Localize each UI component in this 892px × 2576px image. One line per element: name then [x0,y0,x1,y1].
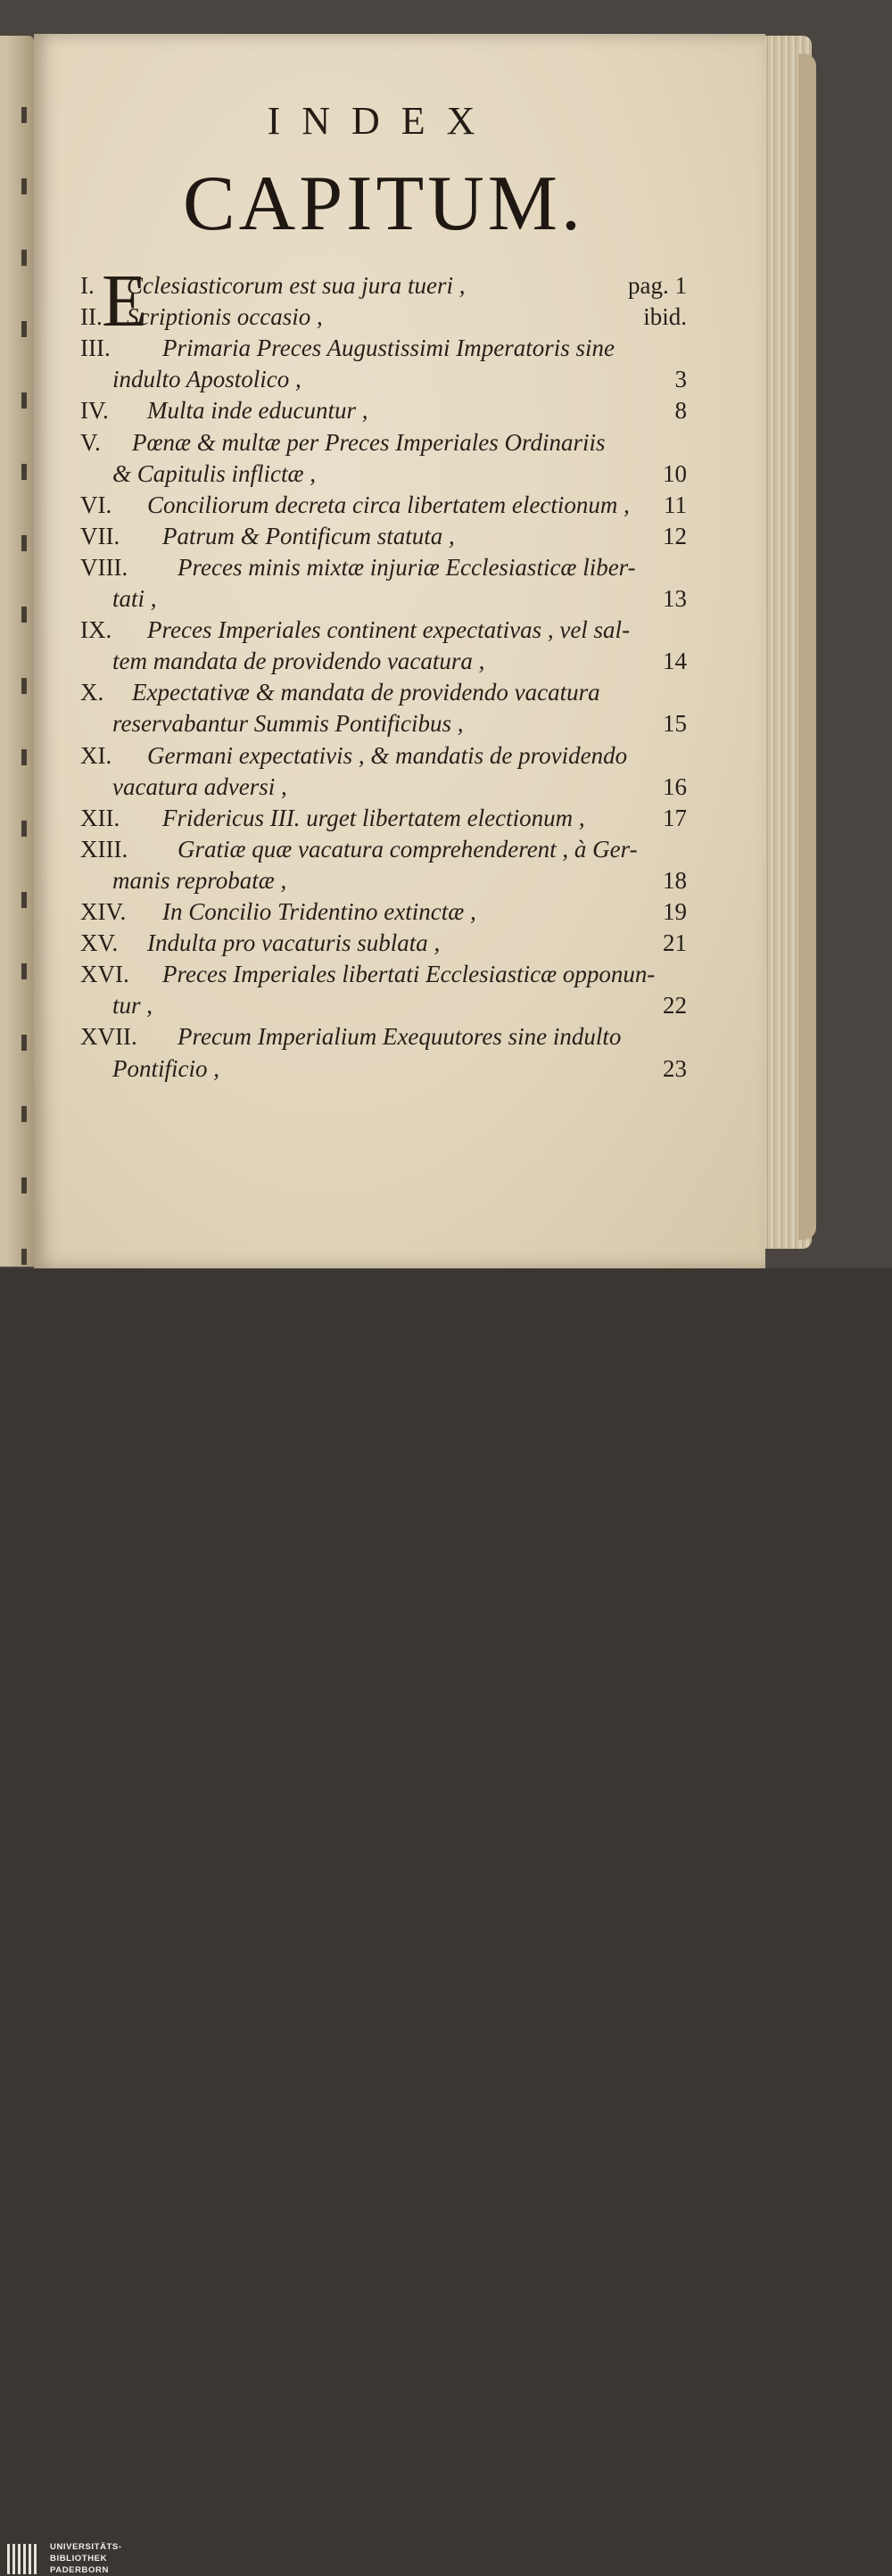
page-number: ibid. [643,303,687,331]
chapter-title: Pœnæ & multæ per Preces Imperiales Ordinariis [132,428,606,456]
chapter-number: XII. [80,804,120,831]
chapter-title: In Concilio Tridentino extinctæ , [162,898,476,925]
footer-line-2: BIBLIOTHEK [50,2554,108,2564]
index-entry [80,894,687,929]
page-number: 3 [674,366,687,393]
chapter-title: Germani expectativis , & mandatis de providendo [147,741,628,769]
page-number: 16 [663,772,687,800]
index-entry [80,769,687,805]
index-entry [80,674,687,710]
chapter-number: XVI. [80,961,129,988]
chapter-number: XIII. [80,835,128,863]
chapter-title: reservabantur Summis Pontificibus , [112,710,464,738]
page-number: 15 [663,710,687,738]
page-number: pag. 1 [628,272,687,299]
index-entry [80,518,687,554]
index-entry [80,925,687,961]
heading-capitum: CAPITUM. [182,161,585,247]
page-number: 8 [674,397,687,425]
index-entry [80,706,687,741]
index-entry [80,581,687,616]
chapter-number: X. [80,679,104,706]
chapter-title: & Capitulis inflictæ , [112,459,317,487]
index-entry [80,800,687,836]
chapter-title: Preces Imperiales libertati Ecclesiasticæ opponun- [162,961,656,988]
library-logo-icon [7,2542,43,2576]
chapter-number: II. [80,303,103,331]
chapter-title: Indulta pro vacaturis sublata , [147,929,441,957]
index-entry [80,738,687,773]
left-page-edge [0,36,34,1267]
footer-line-1: UNIVERSITÄTS- [50,2542,122,2552]
chapter-title: Pontificio , [112,1054,219,1082]
chapter-title: Fridericus III. urget libertatem electionum , [162,804,585,831]
chapter-number: I. [80,272,95,299]
chapter-title: Primaria Preces Augustissimi Imperatoris sine [162,334,615,362]
index-entry [80,863,687,898]
page-number: 21 [663,929,687,957]
index-entry [80,330,687,366]
page-number: 23 [663,1054,687,1082]
chapter-title: Expectativæ & mandata de providendo vacatura [132,679,600,706]
page-number: 14 [663,648,687,675]
chapter-title: Cclesiasticorum est sua jura tueri , [127,272,466,299]
library-footer-bar [0,1268,892,2575]
drop-cap: E [102,260,148,343]
index-entry [80,392,687,428]
chapter-title: tati , [112,585,157,612]
index-entry [80,456,687,491]
chapter-title: Patrum & Pontificum statuta , [162,522,455,549]
page-number: 13 [663,585,687,612]
index-entry [80,299,687,334]
chapter-title: indulto Apostolico , [112,366,301,393]
index-entry [80,987,687,1023]
chapter-title: Multa inde educuntur , [147,397,368,425]
chapter-title: Precum Imperialium Exequutores sine indulto [178,1023,622,1051]
index-entry [80,643,687,679]
page-number: 12 [663,522,687,549]
index-entry [80,487,687,523]
chapter-title: tur , [112,992,153,1020]
index-entry [80,268,687,303]
chapter-title: Preces minis mixtæ injuriæ Ecclesiasticæ liber- [178,553,636,581]
scanned-book-spread [0,0,892,1268]
index-entry [80,956,687,992]
page-number: 18 [663,866,687,894]
chapter-number: XIV. [80,898,127,925]
chapter-number: VI. [80,491,112,518]
chapter-title: Scriptionis occasio , [127,303,323,331]
chapter-number: III. [80,334,111,362]
chapter-title: vacatura adversi , [112,772,287,800]
heading-index: INDEX [267,99,497,143]
footer-line-3: PADERBORN [50,2565,109,2575]
chapter-number: IV. [80,397,109,425]
index-entry [80,1019,687,1054]
page-number: 22 [663,992,687,1020]
chapter-title: tem mandata de providendo vacatura , [112,648,485,675]
page-number: 10 [663,459,687,487]
page-number: 17 [663,804,687,831]
index-entry [80,425,687,460]
chapter-title: Preces Imperiales continent expectativas , vel sal- [147,616,631,644]
index-entry [80,831,687,867]
chapter-number: V. [80,428,101,456]
index-entry [80,612,687,648]
chapter-number: XVII. [80,1023,137,1051]
chapter-number: XI. [80,741,112,769]
chapter-number: XV. [80,929,119,957]
index-entry [80,549,687,585]
page-number: 11 [664,491,687,518]
chapter-number: VIII. [80,553,128,581]
chapter-title: manis reprobatæ , [112,866,287,894]
chapter-title: Gratiæ quæ vacatura comprehenderent , à Ger- [178,835,638,863]
chapter-title: Conciliorum decreta circa libertatem electionum , [147,491,630,518]
chapter-number: VII. [80,522,120,549]
page-number: 19 [663,898,687,925]
index-entry [80,1051,687,1086]
chapter-number: IX. [80,616,112,644]
index-entry [80,361,687,397]
